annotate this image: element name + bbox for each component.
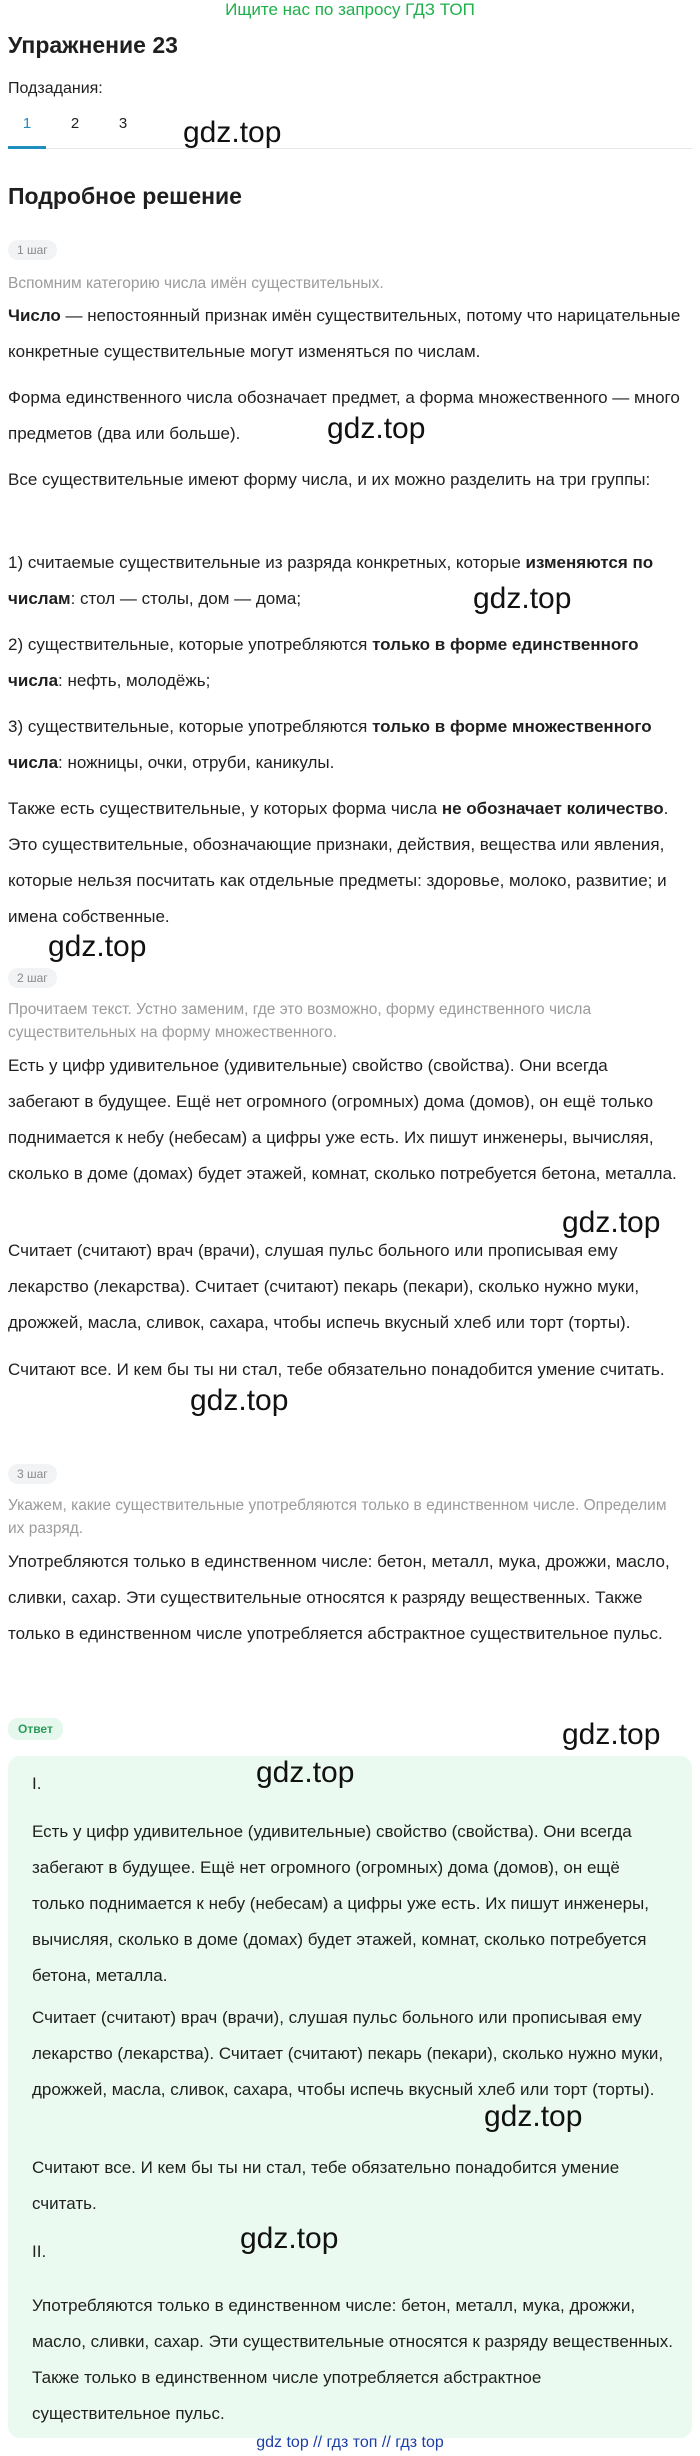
answer-badge: Ответ <box>8 1718 63 1740</box>
watermark: gdz.top <box>256 1756 355 1789</box>
step-1-paragraph-1: Число — непостоянный признак имён существительных, потому что нарицательные конкретные существительные могут изменяться по числам. <box>8 306 681 361</box>
tab-subtask-2[interactable]: 2 <box>70 115 80 132</box>
answer-part-2-heading: II. <box>32 2242 47 2261</box>
step-1-hint: Вспомним категорию числа имён существительных. <box>8 275 384 292</box>
step-1-paragraph-3: Все существительные имеют форму числа, и их можно разделить на три группы: <box>8 470 651 489</box>
footer-link-gdz-top[interactable]: gdz top <box>256 2434 309 2451</box>
step-3-hint: Укажем, какие существительные употребляются только в единственном числе. Определим их разряд. <box>8 1497 667 1537</box>
watermark: gdz.top <box>562 1206 661 1239</box>
tab-subtask-1[interactable]: 1 <box>8 110 46 149</box>
term-number: Число <box>8 306 61 325</box>
step-2-badge: 2 шаг <box>8 968 57 988</box>
footer-links <box>0 2432 700 2456</box>
watermark: gdz.top <box>240 2222 339 2255</box>
watermark: gdz.top <box>473 582 572 615</box>
footer-separator: // <box>313 2434 323 2451</box>
answer-part-1-heading: I. <box>32 1774 42 1793</box>
footer-link-gdz-top-mixed[interactable]: гдз top <box>395 2434 444 2451</box>
step-2-paragraph-2: Считает (считают) врач (врачи), слушая пульс больного или прописывая ему лекарство (лекарства). Считает (считают) пекарь (пекари), сколько нужно муки, дрожжей, масла, сливок, сахара, чтобы испечь вкусный хлеб или торт (торты). <box>8 1241 640 1332</box>
watermark: gdz.top <box>484 2100 583 2133</box>
watermark: gdz.top <box>562 1718 661 1751</box>
subtask-tabs <box>8 110 692 149</box>
answer-box <box>8 1756 692 2438</box>
step-3-paragraph-1: Употребляются только в единственном числе: бетон, металл, мука, дрожжи, масло, сливки, сахар. Эти существительные относятся к разряду вещественных. Также только в единственном числе употребляется абстрактное существительное пульс. <box>8 1552 670 1643</box>
step-1-list-item-3: 3) существительные, которые употребляются только в форме множественного числа: ножницы, очки, отруби, каникулы. <box>8 717 652 772</box>
step-1-list-item-1: 1) считаемые существительные из разряда конкретных, которые изменяются по числам: стол — столы, дом — дома; <box>8 553 654 608</box>
watermark: gdz.top <box>48 930 147 963</box>
step-2-paragraph-1: Есть у цифр удивительное (удивительные) свойство (свойства). Они всегда забегают в будущее. Ещё нет огромного (огромных) дома (домов), он ещё только поднимается к небу (небесам) а цифры уже есть. Их пишут инженеры, вычисляя, сколько в доме (домах) будет этажей, комнат, сколько потребуется бетона, металла. <box>8 1056 677 1183</box>
step-3-badge: 3 шаг <box>8 1464 57 1484</box>
answer-paragraph-4: Употребляются только в единственном числе: бетон, металл, мука, дрожжи, масло, сливки, сахар. Эти существительные относятся к разряду вещественных. Также только в единственном числе употребляется абстрактное существительное пульс. <box>32 2296 674 2423</box>
answer-paragraph-2: Считает (считают) врач (врачи), слушая пульс больного или прописывая ему лекарство (лекарства). Считает (считают) пекарь (пекари), сколько нужно муки, дрожжей, масла, сливок, сахара, чтобы испечь вкусный хлеб или торт (торты). <box>32 2008 664 2099</box>
step-1-paragraph-4: Также есть существительные, у которых форма числа не обозначает количество. Это существительные, обозначающие признаки, действия, вещества или явления, которые нельзя посчитать как отдельные предметы: здоровье, молоко, развитие; и имена собственные. <box>8 799 669 926</box>
subtasks-label: Подзадания: <box>8 80 103 97</box>
search-banner: Ищите нас по запросу ГДЗ ТОП <box>225 0 475 19</box>
solution-title: Подробное решение <box>8 183 242 209</box>
answer-paragraph-1: Есть у цифр удивительное (удивительные) свойство (свойства). Они всегда забегают в будущее. Ещё нет огромного (огромных) дома (домов), он ещё только поднимается к небу (небесам) а цифры уже есть. Их пишут инженеры, вычисляя, сколько в доме (домах) будет этажей, комнат, сколько потребуется бетона, металла. <box>32 1822 649 1985</box>
step-1-paragraph-2: Форма единственного числа обозначает предмет, а форма множественного — много предметов (два или больше). <box>8 388 680 443</box>
exercise-title: Упражнение 23 <box>8 32 178 58</box>
tab-subtask-3[interactable]: 3 <box>118 115 128 132</box>
watermark: gdz.top <box>327 412 426 445</box>
answer-paragraph-3: Считают все. И кем бы ты ни стал, тебе обязательно понадобится умение считать. <box>32 2158 620 2213</box>
step-1-list-item-2: 2) существительные, которые употребляются только в форме единственного числа: нефть, молодёжь; <box>8 635 639 690</box>
watermark: gdz.top <box>190 1384 289 1417</box>
footer-link-gdz-top-ru[interactable]: гдз топ <box>326 2434 378 2451</box>
footer-separator: // <box>381 2434 391 2451</box>
step-1-badge: 1 шаг <box>8 240 57 260</box>
watermark: gdz.top <box>183 116 282 149</box>
step-2-hint: Прочитаем текст. Устно заменим, где это возможно, форму единственного числа существительных на форму множественного. <box>8 1001 592 1041</box>
step-2-paragraph-3: Считают все. И кем бы ты ни стал, тебе обязательно понадобится умение считать. <box>8 1360 665 1379</box>
